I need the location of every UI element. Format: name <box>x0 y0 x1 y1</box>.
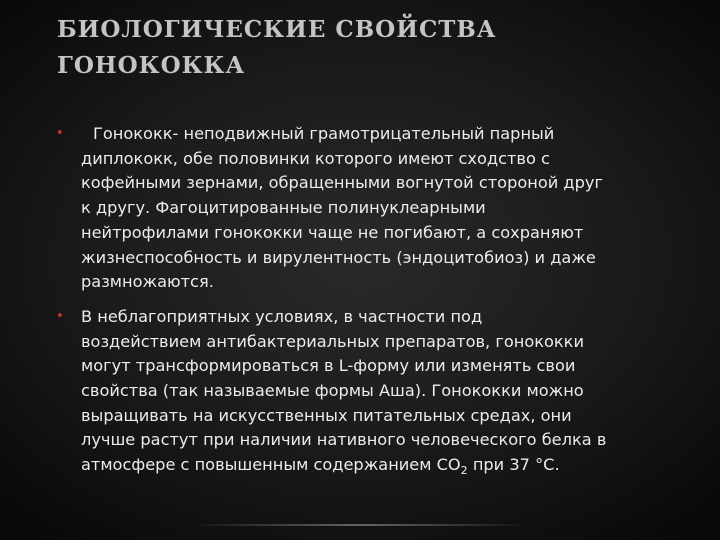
bullet-list <box>55 122 680 478</box>
bullet-item-2 <box>55 305 680 478</box>
bullet-2-line-7 <box>81 455 560 478</box>
title-line-1: БИОЛОГИЧЕСКИЕ СВОЙСТВА <box>57 16 497 43</box>
bullet-1-line-2: диплококк, обе половинки которого имеют сходство с <box>81 148 550 168</box>
bullet-item-1 <box>55 122 680 295</box>
bullet-1-line-4: к другу. Фагоцитированные полинуклеарными <box>81 198 486 218</box>
bullet-marker-icon: • <box>56 126 64 141</box>
bottom-glow-divider <box>190 524 530 526</box>
bullet-marker-icon: • <box>56 308 64 324</box>
bullet-1-line-5: нейтрофилами гонококки чаще не погибают, а сохраняют <box>81 222 584 242</box>
bullet-2-line-7-after: при 37 °С. <box>467 455 560 475</box>
bullet-1-line-6: жизнеспособность и вирулентность (эндоцитобиоз) и даже <box>81 247 596 267</box>
co2-subscript: 2 <box>460 464 468 478</box>
bullet-2-line-7-before: атмосфере с повышенным содержанием CO <box>81 455 461 475</box>
title-line-2: ГОНОКОККА <box>57 52 246 79</box>
bullet-1-line-1: Гонококк- неподвижный грамотрицательный парный <box>93 124 555 143</box>
bullet-1-line-3: кофейными зернами, обращенными вогнутой стороной друг <box>81 173 603 193</box>
bullet-1-line-7: размножаются. <box>81 272 214 292</box>
slide-title <box>57 12 657 84</box>
bullet-2-line-3: могут трансформироваться в L-форму или изменять свои <box>81 356 576 376</box>
bullet-2-line-4: свойства (так называемые формы Аша). Гонококки можно <box>81 381 584 401</box>
bullet-2-line-5: выращивать на искусственных питательных средах, они <box>81 405 572 425</box>
bullet-2-line-1: В неблагоприятных условиях, в частности под <box>81 306 483 326</box>
bullet-2-line-6: лучше растут при наличии нативного человеческого белка в <box>81 430 607 450</box>
bullet-2-line-2: воздействием антибактериальных препаратов, гонококки <box>81 331 584 351</box>
